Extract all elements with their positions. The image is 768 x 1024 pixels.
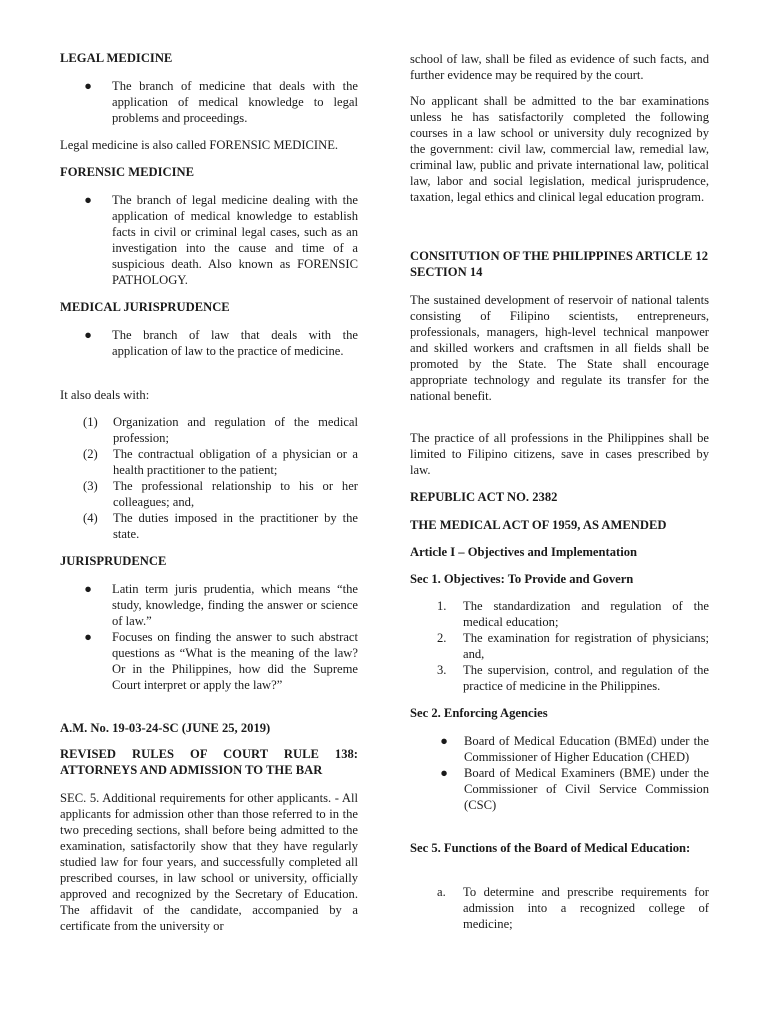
heading-republic-act: REPUBLIC ACT NO. 2382: [410, 490, 558, 504]
legal-medicine-list: [60, 78, 358, 126]
deals-with-list: [60, 414, 358, 542]
heading-revised-rules: REVISED RULES OF COURT RULE 138: ATTORNEYS AND ADMISSION TO THE BAR: [60, 747, 358, 777]
jurisprudence-list: [60, 581, 358, 693]
heading-am-no: A.M. No. 19-03-24-SC (JUNE 25, 2019): [60, 721, 271, 735]
list-item: ● Latin term juris prudentia, which means “the study, knowledge, finding the answer or science of law.”: [60, 581, 358, 629]
sec1-list: [410, 598, 709, 694]
bullet-icon: ●: [84, 193, 92, 207]
also-deals-text: It also deals with:: [60, 388, 150, 402]
list-item: ● Focuses on finding the answer to such abstract questions as “What is the meaning of the law? Or in the Philippines, how did the Supreme Court interpret or apply the law?”: [60, 629, 358, 693]
bullet-icon: ●: [440, 734, 448, 748]
sec5-list: [410, 884, 709, 932]
heading-medical-act: THE MEDICAL ACT OF 1959, AS AMENDED: [410, 518, 667, 532]
list-item: (3) The professional relationship to his or her colleagues; and,: [83, 479, 358, 509]
list-item: ● Board of Medical Education (BMEd) under the Commissioner of Higher Education (CHED): [410, 733, 709, 765]
list-item: ● The branch of legal medicine dealing with the application of medical knowledge to establish facts in civil or criminal legal cases, such as an investigation into the cause and time of a suspicious death. Also known as FORENSIC PATHOLOGY.: [60, 192, 358, 288]
constitution-paragraph-1: The sustained development of reservoir of national talents consisting of Filipino scientists, entrepreneurs, professionals, managers, high-level technical manpower and skilled workers and craftsmen in all fields shall be promoted by the State. The State shall encourage appropriate technology and regulate its transfer for the national benefit.: [410, 293, 709, 403]
list-item: (4) The duties imposed in the practitioner by the state.: [83, 511, 358, 541]
heading-constitution: CONSITUTION OF THE PHILIPPINES ARTICLE 12 SECTION 14: [410, 249, 709, 279]
list-item: (1) Organization and regulation of the medical profession;: [83, 415, 358, 445]
legal-medicine-note: Legal medicine is also called FORENSIC MEDICINE.: [60, 138, 339, 152]
list-item: 2. The examination for registration of physicians; and,: [437, 631, 709, 661]
sec2-list: [410, 733, 709, 813]
constitution-paragraph-2: The practice of all professions in the Philippines shall be limited to Filipino citizens, save in cases prescribed by law.: [410, 431, 709, 477]
bullet-icon: ●: [84, 630, 92, 644]
list-item: ● Board of Medical Examiners (BME) under the Commissioner of Civil Service Commission (CSC): [410, 765, 709, 813]
bullet-icon: ●: [84, 328, 92, 342]
list-item: (2) The contractual obligation of a physician or a health practitioner to the patient;: [83, 447, 358, 477]
heading-sec1: Sec 1. Objectives: To Provide and Govern: [410, 572, 634, 586]
heading-sec2: Sec 2. Enforcing Agencies: [410, 706, 548, 720]
heading-sec5: Sec 5. Functions of the Board of Medical Education:: [410, 841, 691, 855]
heading-medical-jurisprudence: MEDICAL JURISPRUDENCE: [60, 300, 230, 314]
bullet-icon: ●: [440, 766, 448, 780]
list-item: ● The branch of law that deals with the application of law to the practice of medicine.: [60, 327, 358, 359]
bullet-icon: ●: [84, 582, 92, 596]
medical-jurisprudence-list: [60, 327, 358, 359]
no-applicant-paragraph: No applicant shall be admitted to the bar examinations unless he has satisfactorily completed the following courses in a law school or university duly recognized by the government: civil law, commercial law, remedial law, criminal law, public and private international law, political law, labor and social legislation, medical jurisprudence, taxation, legal ethics and clinical legal education program.: [410, 94, 709, 204]
heading-jurisprudence: JURISPRUDENCE: [60, 554, 167, 568]
list-item: ● The branch of medicine that deals with the application of medical knowledge to legal problems and proceedings.: [60, 78, 358, 126]
forensic-medicine-list: [60, 192, 358, 288]
list-item: 3. The supervision, control, and regulation of the practice of medicine in the Philippines.: [437, 663, 709, 693]
heading-article-1: Article I – Objectives and Implementation: [410, 545, 638, 559]
heading-forensic-medicine: FORENSIC MEDICINE: [60, 165, 194, 179]
bullet-icon: ●: [84, 79, 92, 93]
list-item: 1. The standardization and regulation of the medical education;: [437, 599, 709, 629]
heading-legal-medicine: LEGAL MEDICINE: [60, 51, 173, 65]
continued-paragraph: school of law, shall be filed as evidence of such facts, and further evidence may be required by the court.: [410, 52, 709, 82]
sec5-paragraph: SEC. 5. Additional requirements for other applicants. - All applicants for admission other than those referred to in the two preceding sections, shall before being admitted to the examination, satisfactorily show that they have regularly studied law for four years, and successfully completed all prescribed courses, in law school or university, officially approved and recognized by the Secretary of Education. The affidavit of the candidate, accompanied by a certificate from the university or: [60, 791, 358, 933]
list-item: a. To determine and prescribe requirements for admission into a recognized college of medicine;: [437, 885, 709, 931]
